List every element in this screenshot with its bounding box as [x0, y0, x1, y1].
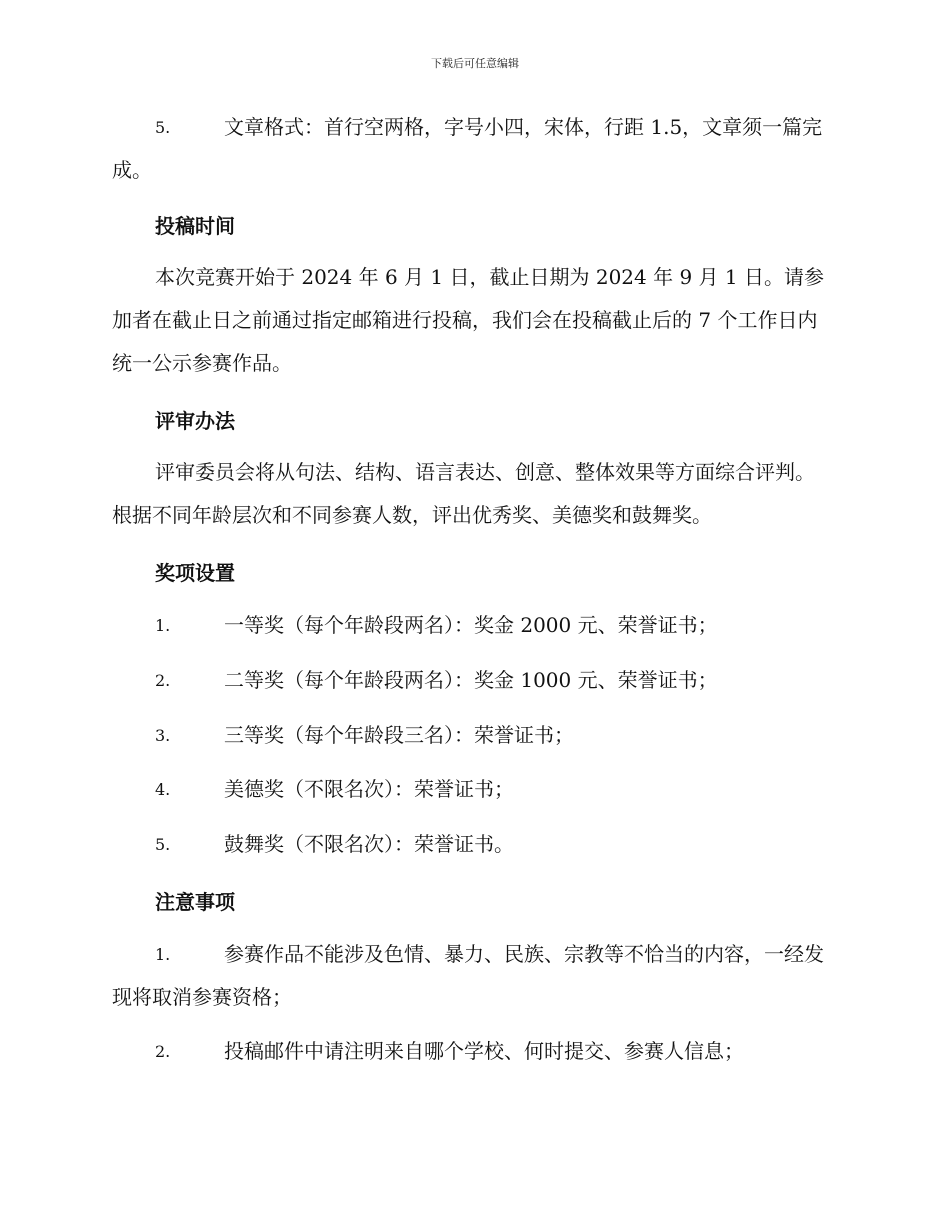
list-text: 二等奖（每个年龄段两名）：奖金 1000 元、荣誉证书；	[224, 668, 718, 692]
list-text: 投稿邮件中请注明来自哪个学校、何时提交、参赛人信息；	[224, 1039, 744, 1063]
list-number: 2.	[155, 671, 171, 690]
list-number: 5.	[155, 118, 171, 137]
section-heading-notes: 注意事项	[155, 890, 235, 914]
list-text: 三等奖（每个年龄段三名）：荣誉证书；	[224, 723, 574, 747]
page-header: 下载后可任意编辑	[431, 57, 519, 70]
section-heading-review: 评审办法	[155, 409, 235, 433]
list-text: 美德奖（不限名次）：荣誉证书；	[224, 777, 514, 801]
note-list-item	[112, 1030, 832, 1073]
note-list-item	[112, 933, 832, 1019]
format-list-item	[112, 106, 832, 192]
list-number: 5.	[155, 835, 171, 854]
list-text: 文章格式：首行空两格，字号小四，宋体，行距 1.5，文章须一篇完成。	[112, 115, 823, 182]
section-heading-submission: 投稿时间	[155, 214, 235, 238]
list-number: 3.	[155, 726, 171, 745]
section-body-review	[112, 451, 832, 537]
paragraph: 本次竞赛开始于 2024 年 6 月 1 日，截止日期为 2024 年 9 月 1 日。请参加者在截止日之前通过指定邮箱进行投稿，我们会在投稿截止后的 7 个工作日内统一公示参赛作品。	[112, 265, 824, 375]
award-list-item	[155, 823, 835, 866]
list-text: 参赛作品不能涉及色情、暴力、民族、宗教等不恰当的内容，一经发现将取消参赛资格；	[112, 942, 824, 1009]
award-list-item	[155, 604, 835, 647]
section-body-submission	[112, 256, 832, 385]
list-number: 1.	[155, 616, 171, 635]
award-list-item	[155, 714, 835, 757]
list-number: 4.	[155, 780, 171, 799]
award-list-item	[155, 768, 835, 811]
list-number: 2.	[155, 1042, 171, 1061]
section-heading-awards: 奖项设置	[155, 561, 235, 585]
list-text: 一等奖（每个年龄段两名）：奖金 2000 元、荣誉证书；	[224, 613, 718, 637]
award-list-item	[155, 659, 835, 702]
paragraph: 评审委员会将从句法、结构、语言表达、创意、整体效果等方面综合评判。根据不同年龄层次和不同参赛人数，评出优秀奖、美德奖和鼓舞奖。	[112, 460, 815, 527]
list-number: 1.	[155, 945, 171, 964]
list-text: 鼓舞奖（不限名次）：荣誉证书。	[224, 832, 514, 856]
